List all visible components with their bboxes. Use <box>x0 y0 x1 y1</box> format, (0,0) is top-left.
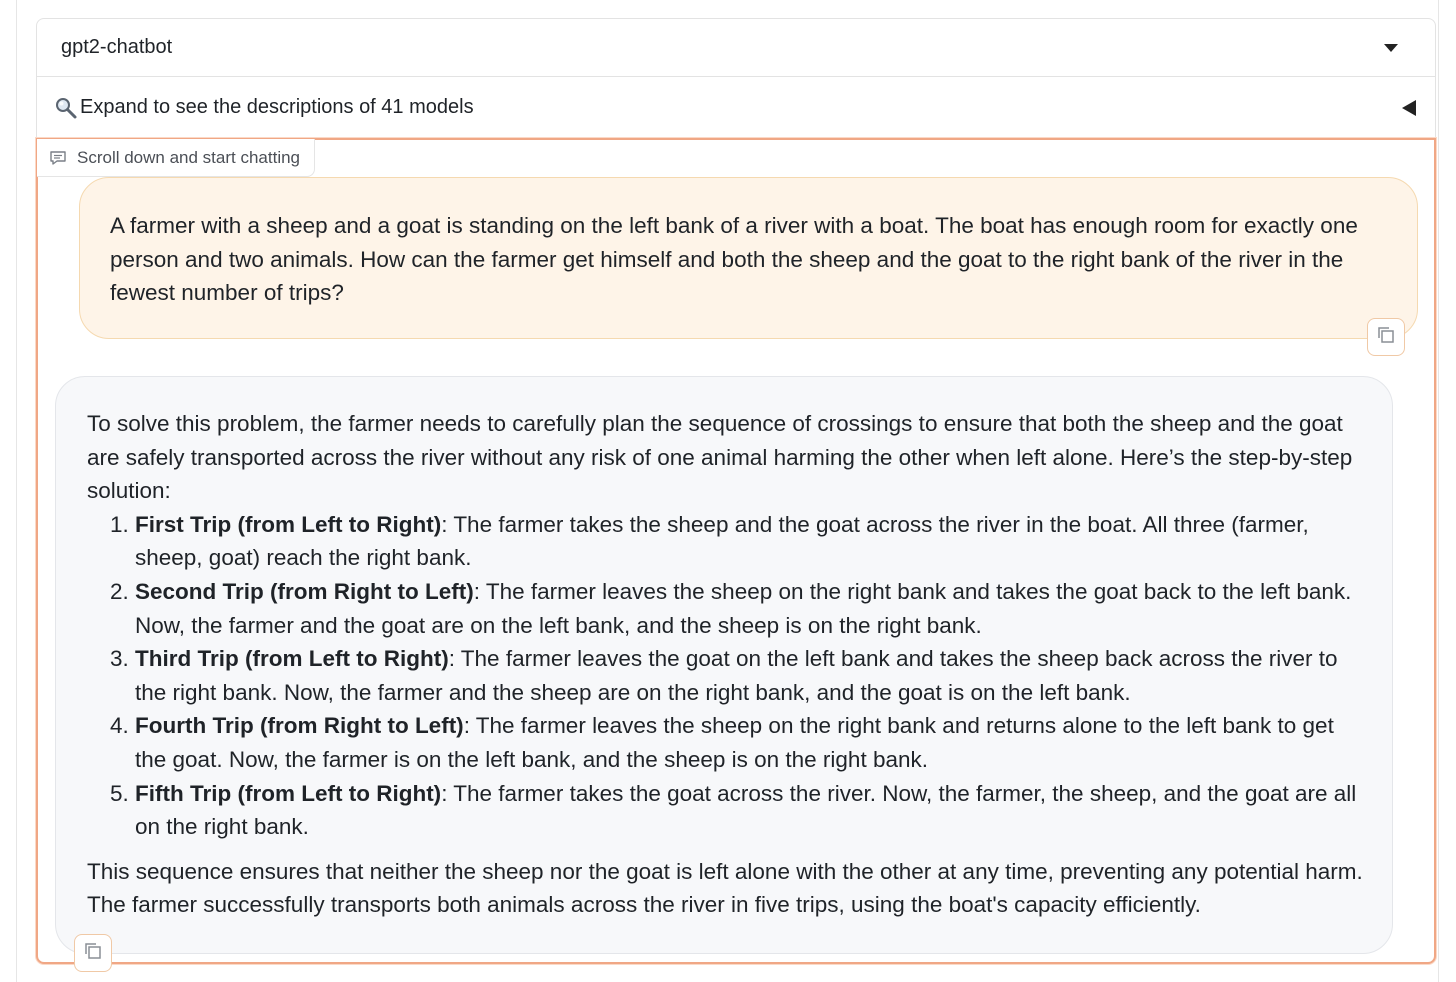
chat-bubble-icon <box>49 149 67 167</box>
bot-message-content <box>87 407 1367 922</box>
user-message <box>79 177 1418 339</box>
step-title: Fifth Trip (from Left to Right) <box>135 780 442 806</box>
step-text: : The farmer takes the goat across the river. Now, the farmer, the sheep, and the goat are all on the right bank. <box>135 780 1357 840</box>
chatbot-label-text: Scroll down and start chatting <box>77 147 301 167</box>
step-title: Third Trip (from Left to Right) <box>135 646 449 672</box>
bot-message-intro: To solve this problem, the farmer needs to carefully plan the sequence of crossings to ensure that both the sheep and the goat are safely transported across the river without any risk of one animal harming the other when left alone. Here’s the step-by-step solution: <box>87 411 1353 504</box>
step-text: : The farmer takes the sheep and the goat across the river in the boat. All three (farmer, sheep, goat) reach the right bank. <box>135 511 1309 571</box>
model-dropdown-value: gpt2-chatbot <box>61 35 173 58</box>
accordion-label: Expand to see the descriptions of 41 models <box>80 96 474 118</box>
left-divider <box>16 0 17 982</box>
list-item <box>135 575 1367 642</box>
list-item <box>135 709 1367 776</box>
copy-bot-message-button[interactable] <box>74 934 112 972</box>
list-item <box>135 777 1367 844</box>
step-list <box>87 508 1367 844</box>
copy-icon <box>1376 325 1396 350</box>
copy-user-message-button[interactable] <box>1367 318 1405 356</box>
right-divider <box>1438 0 1439 982</box>
step-text: : The farmer leaves the goat on the left bank and takes the sheep back across the river to the right bank. Now, the farmer and the sheep are on the right bank, and the goat is on the left bank. <box>135 646 1338 705</box>
list-item <box>135 642 1367 709</box>
step-title: Fourth Trip (from Right to Left) <box>135 713 464 739</box>
model-dropdown[interactable] <box>36 18 1436 77</box>
triangle-left-icon <box>1402 100 1416 116</box>
list-item <box>135 508 1367 575</box>
bot-message-outro: This sequence ensures that neither the sheep nor the goat is left alone with the other at any time, preventing any potential harm. The farmer successfully transports both animals across the river in five trips, using the boat's capacity efficiently. <box>87 858 1363 918</box>
step-text: : The farmer leaves the sheep on the right bank and takes the goat back to the left bank. Now, the farmer and the goat are on the left bank, and the sheep is on the right bank. <box>135 578 1352 638</box>
step-text: : The farmer leaves the sheep on the right bank and returns alone to the left bank to get the goat. Now, the farmer is on the left bank, and the sheep is on the right bank. <box>135 713 1334 772</box>
user-message-text: A farmer with a sheep and a goat is standing on the left bank of a river with a boat. The boat has enough room for exactly one person and two animals. How can the farmer get himself and both the sheep and the goat to the right bank of the river in the fewest number of trips? <box>110 213 1358 306</box>
step-title: Second Trip (from Right to Left) <box>135 578 474 604</box>
step-title: First Trip (from Left to Right) <box>135 511 442 537</box>
magnifier-icon <box>54 96 78 120</box>
bot-message <box>55 376 1393 954</box>
copy-icon <box>83 941 103 966</box>
chevron-down-icon <box>1384 44 1398 52</box>
chatbot-label <box>37 139 315 177</box>
model-descriptions-accordion[interactable] <box>36 77 1436 138</box>
